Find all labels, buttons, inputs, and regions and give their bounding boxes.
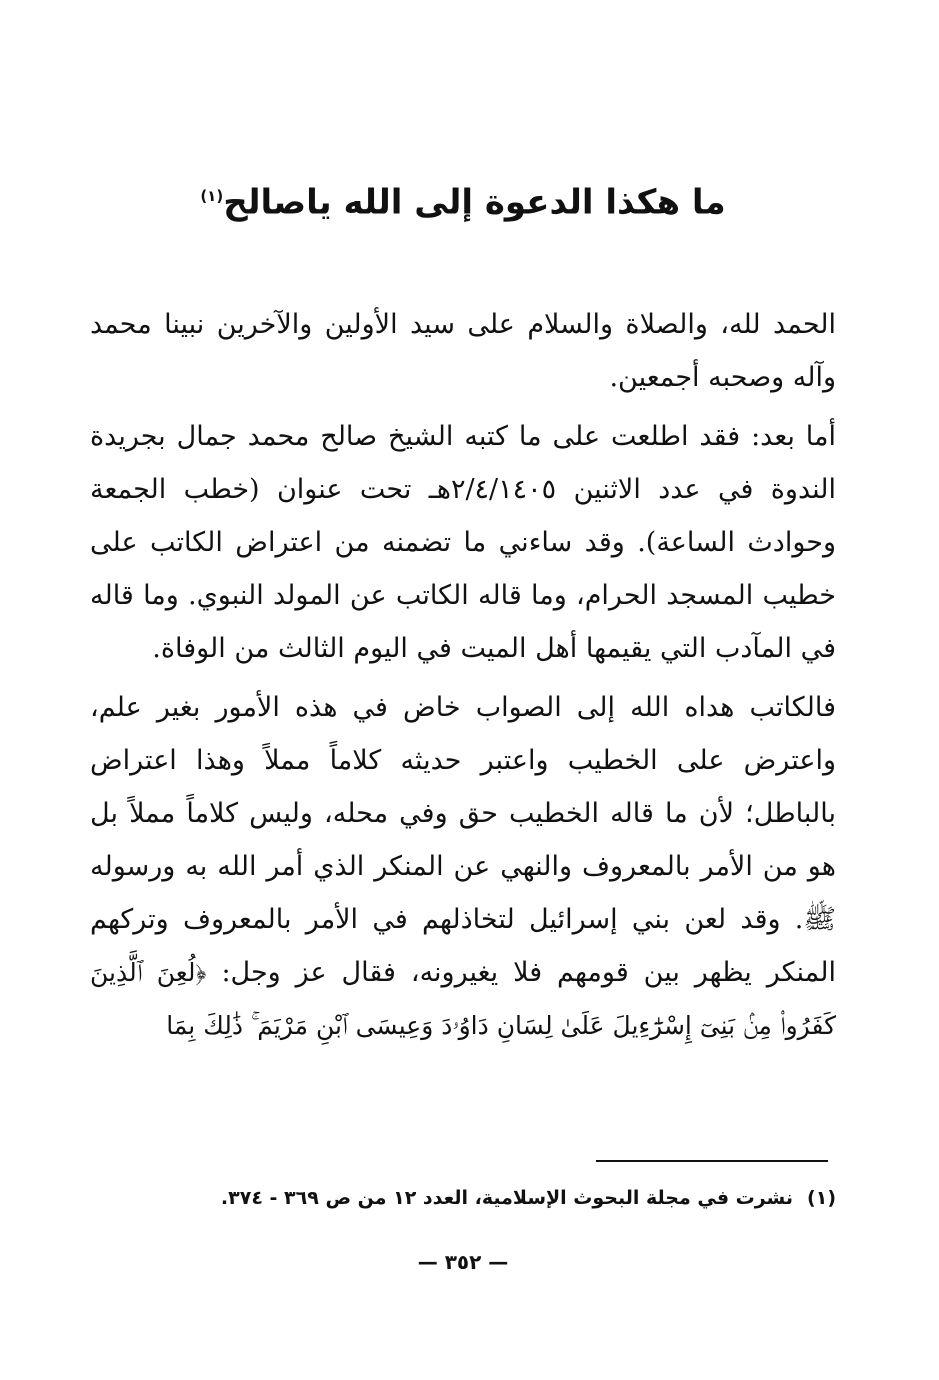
footnote-text: نشرت في مجلة البحوث الإسلامية، العدد ١٢ من ص ٣٦٩ - ٣٧٤. [220, 1187, 794, 1209]
paragraph-introduction: أما بعد: فقد اطلعت على ما كتبه الشيخ صالح محمد جمال بجريدة الندوة في عدد الاثنين ٢/٤/١٤٠٥هـ تحت عنوان (خطب الجمعة وحوادث الساعة). وقد ساءني ما تضمنه من اعتراض الكاتب على خطيب المسجد الحرام، وما قاله الكاتب عن المولد النبوي. وما قاله في المآدب التي يقيمها أهل الميت في اليوم الثالث من الوفاة. [90, 421, 837, 664]
page-title [90, 168, 836, 230]
paragraph-praise: الحمد لله، والصلاة والسلام على سيد الأولين والآخرين نبينا محمد وآله وصحبه أجمعين. [90, 309, 836, 393]
footnote [90, 1180, 836, 1216]
quran-verse: ﴿لُعِنَ ٱلَّذِينَ كَفَرُوا۟ مِنۢ بَنِىٓ إِسْرَٰٓءِيلَ عَلَىٰ لِسَانِ دَاوُۥدَ وَعِيسَى ٱبْنِ مَرْيَمَ ۚ ذَٰلِكَ بِمَا [90, 958, 836, 1040]
body-text [90, 298, 836, 1058]
title-footnote-marker: (١) [200, 187, 224, 205]
paragraph-argument-text: فالكاتب هداه الله إلى الصواب خاض في هذه الأمور بغير علم، واعترض على الخطيب واعتبر حديثه كلاماً مملاً وهذا اعتراض بالباطل؛ لأن ما قاله الخطيب حق وفي محله، وليس كلاماً مملاً بل هو من الأمر بالمعروف والنهي عن المنكر الذي أمر الله به ورسوله ﷺ. وقد لعن بني إسرائيل لتخاذلهم في الأمر بالمعروف وتركهم المنكر يظهر بين قومهم فلا يغيرونه، فقال عز وجل: [90, 692, 836, 988]
page-number: — ٣٥٢ — [417, 1250, 509, 1274]
paragraph-argument [90, 681, 836, 1052]
title-text: ما هكذا الدعوة إلى الله ياصالح [223, 182, 726, 223]
footnote-divider [596, 1160, 828, 1162]
footnote-marker: (١) [807, 1187, 836, 1209]
